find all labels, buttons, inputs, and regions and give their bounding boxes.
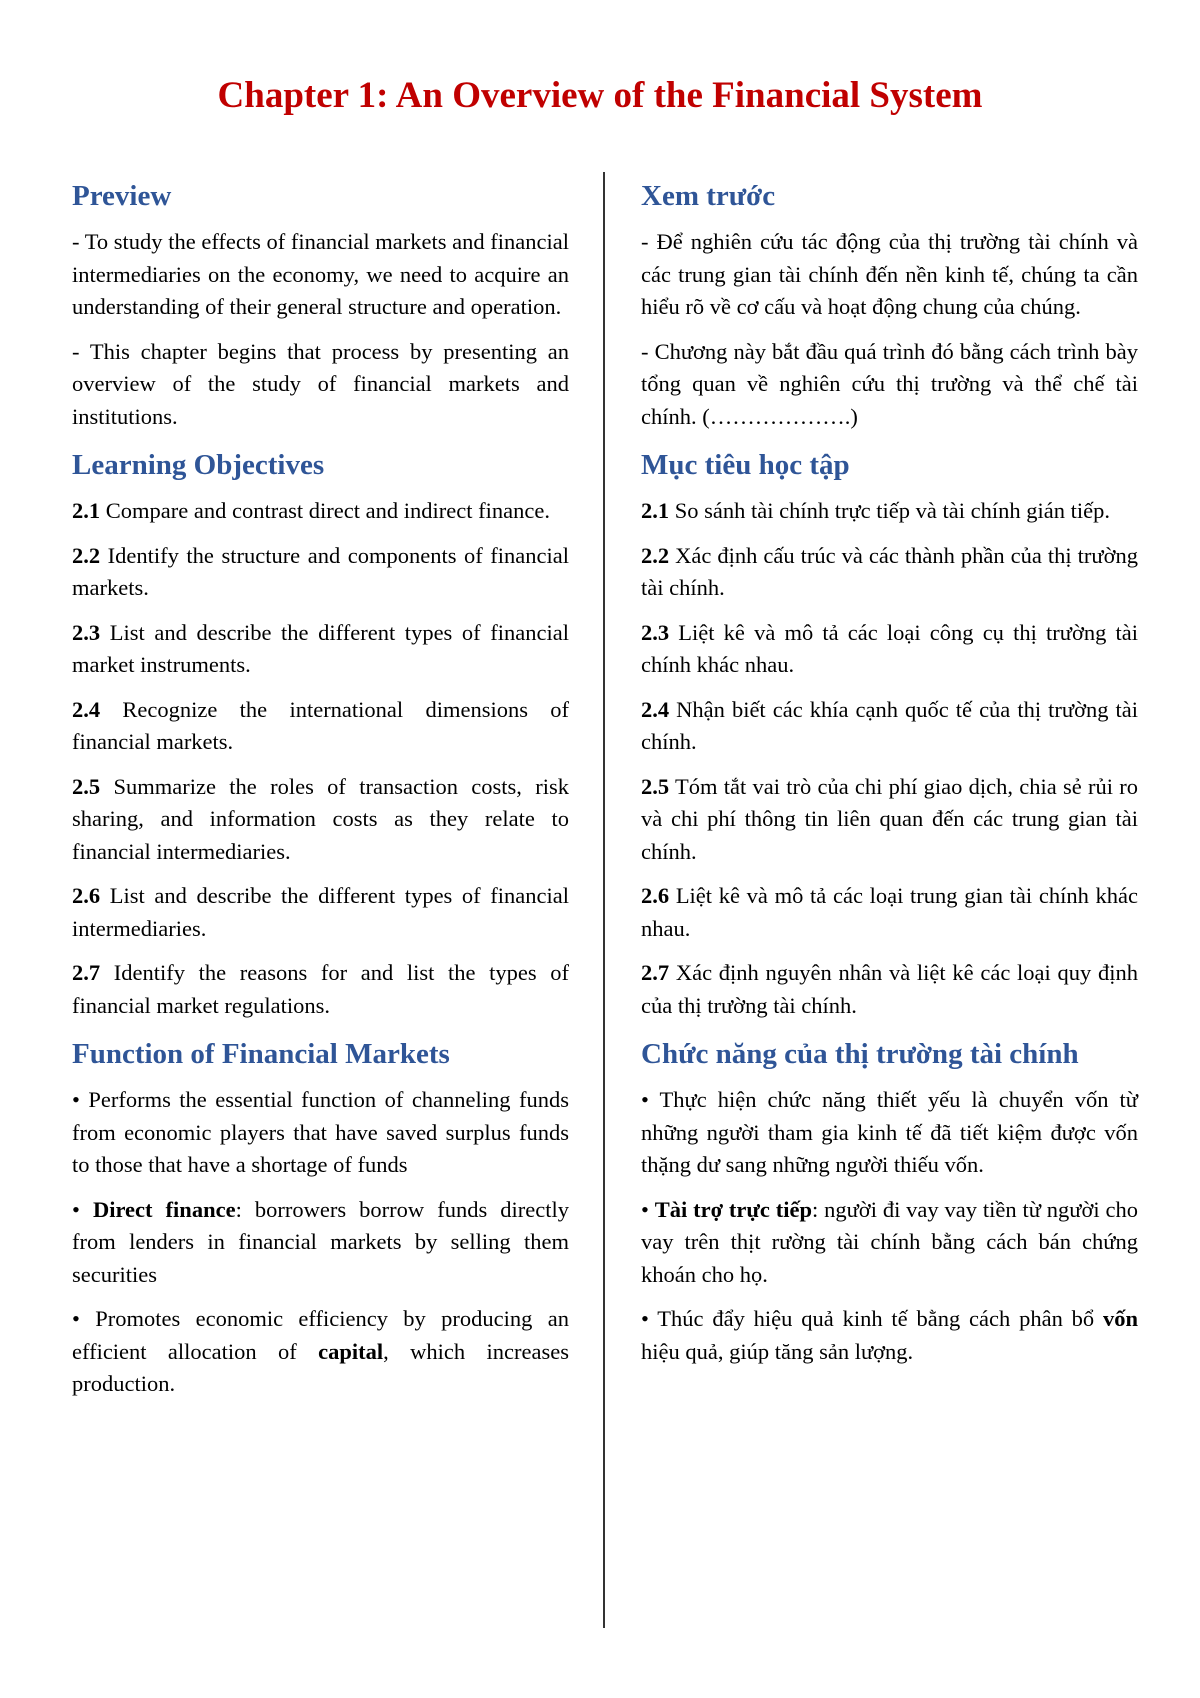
function-bullet: • Thực hiện chức năng thiết yếu là chuyển vốn từ những người tham gia kinh tế đã tiết kiệm được vốn thặng dư sang những người thiếu vốn. [641,1087,1138,1177]
learning-objectives-heading: Learning Objectives [72,449,325,481]
objective-item [72,617,569,682]
objective-item [641,617,1138,682]
bullet-prefix: • [72,1196,93,1222]
objective-item [72,540,569,605]
bullet-text: , which increases production. [72,1338,569,1396]
bullet-prefix: • [641,1196,655,1222]
bold-term: vốn [1102,1306,1138,1331]
bullet-text: : người đi vay vay tiền từ người cho vay trên thịt rường tài chính bằng cách bán chứng khoán cho họ. [641,1196,1138,1287]
objective-item [641,957,1138,1022]
preview-paragraph: - Để nghiên cứu tác động của thị trường tài chính và các trung gian tài chính đến nền kinh tế, chúng ta cần hiểu rõ về cơ cấu và hoạt động chung của chúng. [641,229,1138,319]
objective-number: 2.4 [641,696,670,722]
bullet-text: • Thúc đẩy hiệu quả kinh tế bằng cách phân bổ [641,1306,1103,1331]
learning-objectives-heading: Mục tiêu học tập [641,449,850,481]
objective-item [72,957,569,1022]
objective-number: 2.5 [641,773,670,799]
objective-item [72,495,569,528]
objective-number: 2.2 [641,542,670,568]
objective-number: 2.1 [641,498,670,523]
preview-paragraph: - Chương này bắt đầu quá trình đó bằng cách trình bày tổng quan về nghiên cứu thị trường và thể chế tài chính. (……………….) [641,338,1138,429]
objective-number: 2.3 [72,619,101,645]
objective-text: Recognize the international dimensions of financial markets. [72,696,569,754]
objective-text: Identify the reasons for and list the types of financial market regulations. [72,960,569,1018]
objective-number: 2.3 [641,619,670,645]
function-bullet [72,1194,569,1292]
preview-heading: Xem trước [641,180,776,212]
objective-item [72,771,569,869]
objective-text: Nhận biết các khía cạnh quốc tế của thị trường tài chính. [641,696,1138,754]
objective-number: 2.7 [72,960,101,985]
bold-term: Direct finance [92,1196,236,1222]
objective-number: 2.1 [72,498,101,523]
objective-item [641,771,1138,869]
function-bullet [72,1303,569,1401]
objective-text: List and describe the different types of financial market instruments. [72,619,569,677]
bullet-text: • Promotes economic efficiency by producing an efficient allocation of [72,1306,569,1364]
objective-item [72,880,569,945]
objective-number: 2.4 [72,696,101,722]
bold-term: capital [318,1338,384,1364]
column-divider [603,172,605,1628]
objective-text: List and describe the different types of financial intermediaries. [72,883,569,941]
objective-text: Xác định nguyên nhân và liệt kê các loại quy định của thị trường tài chính. [641,960,1138,1018]
objective-text: Liệt kê và mô tả các loại công cụ thị trường tài chính khác nhau. [641,619,1138,677]
objective-item [641,540,1138,605]
objective-number: 2.6 [72,883,101,908]
function-bullet: • Performs the essential function of channeling funds from economic players that have saved surplus funds to those that have a shortage of funds [72,1087,569,1177]
preview-paragraph: - This chapter begins that process by presenting an overview of the study of financial markets and institutions. [72,338,569,429]
function-heading: Chức năng của thị trường tài chính [641,1038,1079,1070]
bold-term: Tài trợ trực tiếp [654,1196,812,1222]
objective-number: 2.5 [72,773,101,799]
preview-heading: Preview [72,180,172,212]
function-heading: Function of Financial Markets [72,1038,450,1070]
bullet-text: : borrowers borrow funds directly from lenders in financial markets by selling them securities [72,1196,569,1287]
preview-paragraph: - To study the effects of financial markets and financial intermediaries on the economy, we need to acquire an understanding of their general structure and operation. [72,229,569,319]
objective-number: 2.7 [641,960,670,985]
objective-item [72,694,569,759]
objective-item [641,694,1138,759]
page-title: Chapter 1: An Overview of the Financial System [217,75,983,116]
objective-text: Tóm tắt vai trò của chi phí giao dịch, chia sẻ rủi ro và chi phí thông tin liên quan đến các trung gian tài chính. [641,773,1138,864]
objective-number: 2.6 [641,883,670,908]
objective-text: Compare and contrast direct and indirect finance. [100,498,550,523]
objective-item [641,880,1138,945]
function-bullet [641,1303,1138,1368]
objective-text: Identify the structure and components of financial markets. [72,542,569,600]
english-column [72,176,569,1413]
objective-text: Summarize the roles of transaction costs, risk sharing, and information costs as they relate to financial intermediaries. [72,773,569,864]
bullet-text: hiệu quả, giúp tăng sản lượng. [641,1338,914,1364]
vietnamese-column [641,176,1138,1380]
objective-text: So sánh tài chính trực tiếp và tài chính gián tiếp. [669,498,1110,523]
function-bullet [641,1194,1138,1292]
objective-item [641,495,1138,528]
objective-text: Xác định cấu trúc và các thành phần của thị trường tài chính. [641,542,1138,600]
objective-text: Liệt kê và mô tả các loại trung gian tài chính khác nhau. [641,883,1138,941]
objective-number: 2.2 [72,542,101,568]
